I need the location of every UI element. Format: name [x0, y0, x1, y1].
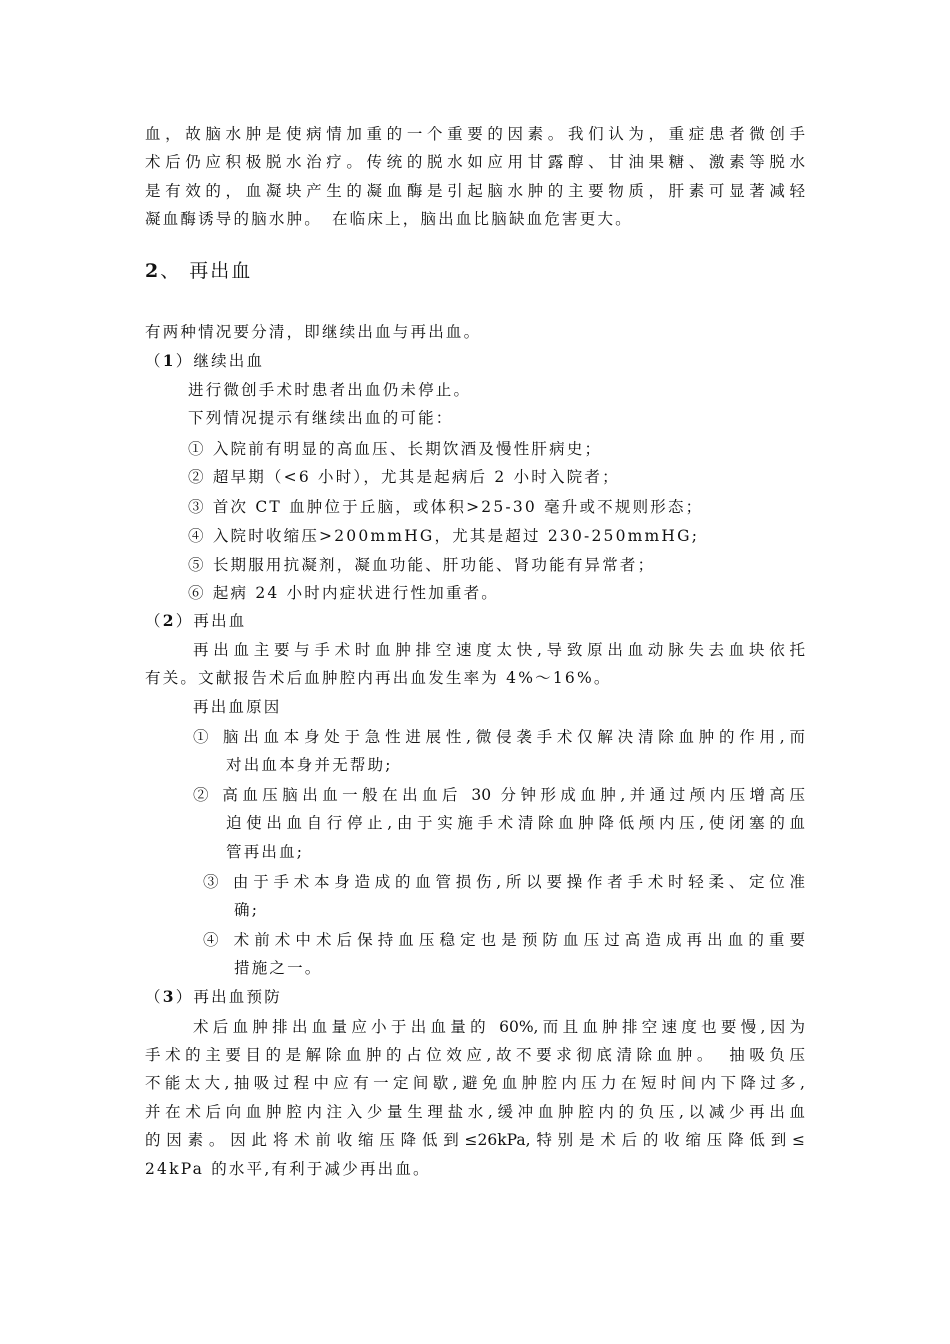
subsection-3-heading: （3）再出血预防	[145, 987, 282, 1006]
subsection-2-para-line-1: 再出血主要与手术时血肿排空速度太快,导致原出血动脉失去血块依托	[193, 641, 805, 659]
cause-line: 措施之一。	[234, 959, 323, 977]
list-item: ① 入院前有明显的高血压、长期饮酒及慢性肝病史；	[188, 440, 603, 458]
subsection-1-desc: 进行微创手术时患者出血仍未停止。	[188, 381, 472, 399]
list-item: ② 超早期（<6 小时），尤其是起病后 2 小时入院者；	[188, 468, 620, 486]
list-item: ③ 首次 CT 血肿位于丘脑，或体积>25-30 毫升或不规则形态；	[188, 498, 704, 516]
causes-title: 再出血原因	[193, 698, 282, 716]
intro-line-3: 是有效的，血凝块产生的凝血酶是引起脑水肿的主要物质，肝素可显著减轻	[145, 182, 805, 200]
cause-line: ① 脑出血本身处于急性进展性,微侵袭手术仅解决清除血肿的作用,而	[193, 728, 805, 746]
subsection-1-list-intro: 下列情况提示有继续出血的可能：	[188, 409, 454, 427]
section-intro: 有两种情况要分清，即继续出血与再出血。	[145, 323, 482, 341]
list-item: ④ 入院时收缩压>200mmHG，尤其是超过 230-250mmHG;	[188, 527, 700, 545]
subsection-2-number: 2	[162, 611, 176, 630]
section-title: 再出血	[189, 260, 253, 282]
section-number: 2	[145, 260, 161, 282]
list-item: ⑤ 长期服用抗凝剂，凝血功能、肝功能、肾功能有异常者；	[188, 556, 656, 574]
subsection-3-para-line: 24kPa 的水平,有利于减少再出血。	[145, 1160, 431, 1178]
cause-line: 对出血本身并无帮助;	[226, 756, 393, 774]
section-heading	[145, 258, 252, 284]
intro-line-2: 术后仍应积极脱水治疗。传统的脱水如应用甘露醇、甘油果糖、激素等脱水	[145, 153, 805, 171]
subsection-3-para-line: 不能太大,抽吸过程中应有一定间歇,避免血肿腔内压力在短时间内下降过多,	[145, 1074, 805, 1092]
cause-line: ③ 由于手术本身造成的血管损伤,所以要操作者手术时轻柔、定位准	[203, 873, 805, 891]
subsection-2-heading: （2）再出血	[145, 611, 247, 630]
subsection-3-title: 再出血预防	[193, 988, 282, 1006]
cause-line: 迫使出血自行停止,由于实施手术清除血肿降低颅内压,使闭塞的血	[226, 814, 805, 832]
section-separator: 、	[160, 260, 182, 282]
cause-line: ④ 术前术中术后保持血压稳定也是预防血压过高造成再出血的重要	[203, 931, 805, 949]
subsection-1-title: 继续出血	[193, 352, 265, 370]
subsection-3-para-line: 手术的主要目的是解除血肿的占位效应,故不要求彻底清除血肿。 抽吸负压	[145, 1046, 805, 1064]
subsection-3-para-line: 并在术后向血肿腔内注入少量生理盐水,缓冲血肿腔内的负压,以减少再出血	[145, 1103, 805, 1121]
subsection-3-para-line: 的因素。因此将术前收缩压降低到≤26kPa,特别是术后的收缩压降低到≤	[145, 1131, 805, 1149]
list-item: ⑥ 起病 24 小时内症状进行性加重者。	[188, 584, 500, 602]
cause-line: 确;	[234, 901, 260, 919]
subsection-2-title: 再出血	[193, 612, 247, 630]
cause-line: 管再出血;	[226, 843, 305, 861]
intro-line-4: 凝血酶诱导的脑水肿。 在临床上，脑出血比脑缺血危害更大。	[145, 210, 633, 228]
subsection-1-number: 1	[162, 351, 176, 370]
subsection-3-para-line: 术后血肿排出血量应小于出血量的 60%,而且血肿排空速度也要慢,因为	[193, 1018, 805, 1036]
intro-line-1: 血，故脑水肿是使病情加重的一个重要的因素。我们认为，重症患者微创手	[145, 125, 805, 143]
cause-line: ② 高血压脑出血一般在出血后 30 分钟形成血肿,并通过颅内压增高压	[193, 786, 805, 804]
subsection-1-heading: （1）继续出血	[145, 351, 265, 370]
subsection-2-para-line-2: 有关。文献报告术后血肿腔内再出血发生率为 4%～16%。	[145, 669, 612, 687]
subsection-3-number: 3	[162, 987, 176, 1006]
